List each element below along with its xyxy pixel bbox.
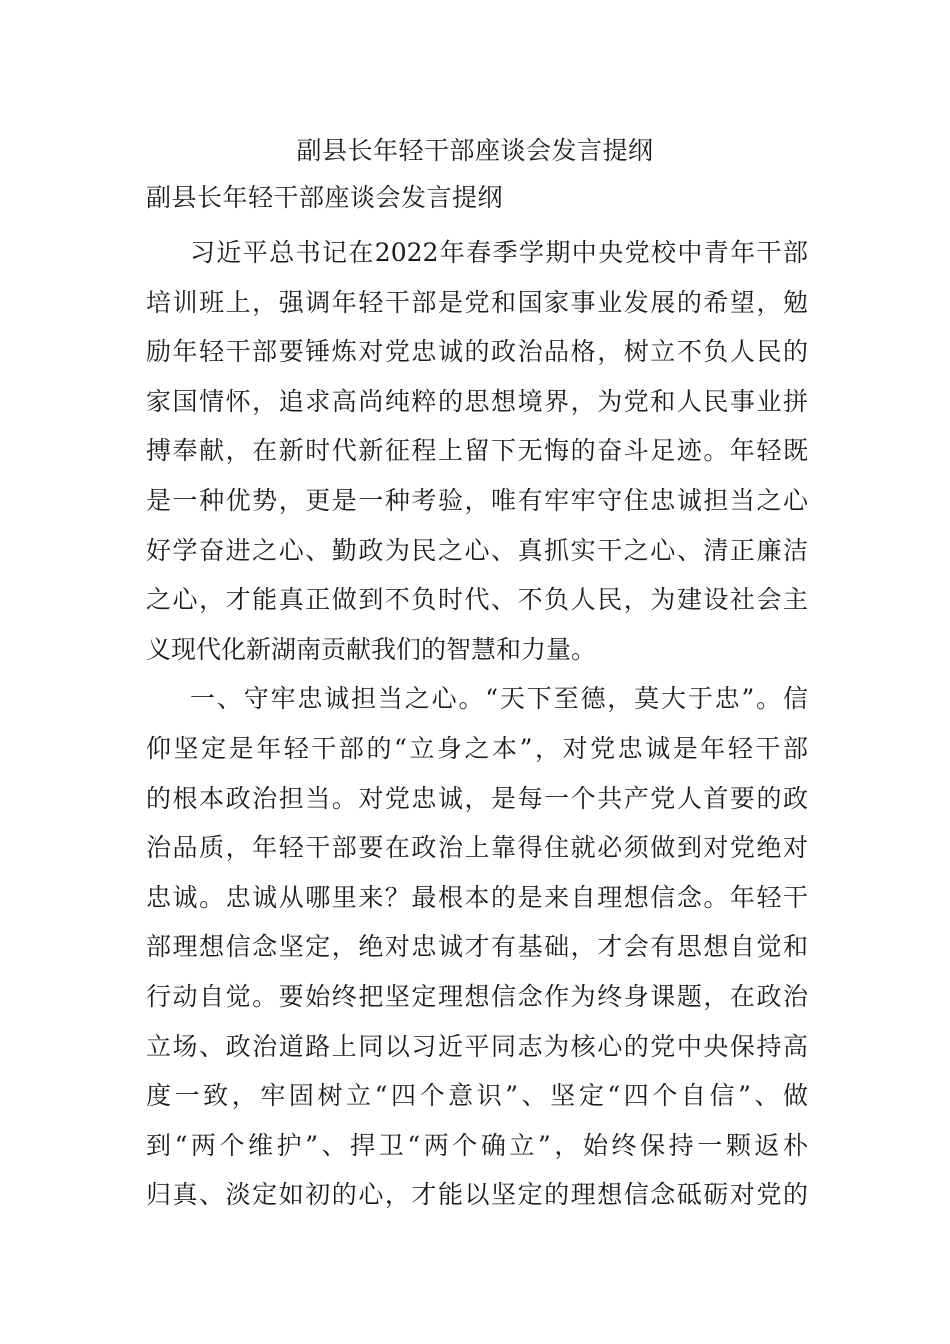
- document-subtitle: 副县长年轻干部座谈会发言提纲: [146, 183, 504, 212]
- paragraph-1-line-5: 搏奉献，在新时代新征程上留下无悔的奋斗足迹。年轻既: [146, 436, 808, 466]
- paragraph-1-line-3: 励年轻干部要锤炼对党忠诚的政治品格，树立不负人民的: [146, 337, 808, 367]
- paragraph-1-line-1: 习近平总书记在2022年春季学期中央党校中青年干部: [190, 238, 808, 267]
- paragraph-1-line-9: 义现代化新湖南贡献我们的智慧和力量。: [146, 634, 597, 664]
- paragraph-2-line-8: 立场、政治道路上同以习近平同志为核心的党中央保持高: [146, 1031, 808, 1061]
- document-title: 副县长年轻干部座谈会发言提纲: [296, 136, 654, 165]
- paragraph-1-line-6: 是一种优势，更是一种考验，唯有牢牢守住忠诚担当之心: [146, 485, 808, 515]
- paragraph-2-line-3: 的根本政治担当。对党忠诚，是每一个共产党人首要的政: [146, 783, 808, 813]
- paragraph-2-line-1: 一、守牢忠诚担当之心。“天下至德，莫大于忠”。信: [190, 684, 808, 714]
- paragraph-2-line-2: 仰坚定是年轻干部的“立身之本”，对党忠诚是年轻干部: [146, 733, 808, 763]
- paragraph-2-line-10: 到“两个维护”、捍卫“两个确立”，始终保持一颗返朴: [146, 1130, 808, 1160]
- paragraph-2-line-6: 部理想信念坚定，绝对忠诚才有基础，才会有思想自觉和: [146, 932, 808, 962]
- paragraph-2-line-5: 忠诚。忠诚从哪里来？最根本的是来自理想信念。年轻干: [146, 882, 808, 912]
- paragraph-2-line-4: 治品质，年轻干部要在政治上靠得住就必须做到对党绝对: [146, 833, 808, 863]
- paragraph-1-line-7: 好学奋进之心、勤政为民之心、真抓实干之心、清正廉洁: [146, 535, 808, 565]
- paragraph-1-line-8: 之心，才能真正做到不负时代、不负人民，为建设社会主: [146, 585, 808, 615]
- document-body: [146, 228, 808, 1220]
- paragraph-1-line-2: 培训班上，强调年轻干部是党和国家事业发展的希望，勉: [146, 287, 808, 317]
- paragraph-2-line-9: 度一致，牢固树立“四个意识”、坚定“四个自信”、做: [146, 1081, 808, 1111]
- paragraph-2-line-7: 行动自觉。要始终把坚定理想信念作为终身课题，在政治: [146, 981, 808, 1011]
- paragraph-2-line-11: 归真、淡定如初的心，才能以坚定的理想信念砥砺对党的: [146, 1180, 808, 1210]
- paragraph-1-line-4: 家国情怀，追求高尚纯粹的思想境界，为党和人民事业拼: [146, 386, 808, 416]
